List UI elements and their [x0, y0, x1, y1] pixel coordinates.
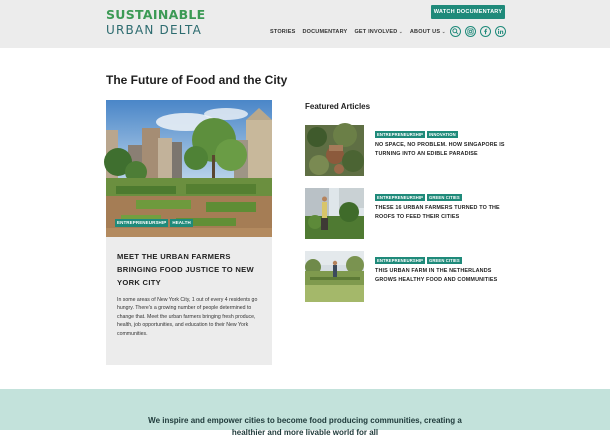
main-article-headline[interactable]: MEET THE URBAN FARMERS BRINGING FOOD JUSTICE TO NEW YORK CITY [117, 252, 254, 287]
main-article-excerpt: In some areas of New York City, 1 out of every 4 residents go hungry. There's a growing number of people determined to change that. Meet the urban farmers bringing fresh produce, health, job opportunities, and education to their New York communities. [117, 297, 258, 337]
social-icons [450, 26, 510, 37]
chevron-down-icon: ⌄ [441, 29, 446, 34]
mission-statement-line2: healthier and more livable world for all [231, 428, 379, 437]
mission-banner [0, 389, 610, 437]
instagram-icon[interactable] [465, 26, 476, 37]
tag-badge[interactable]: ENTREPRENEURSHIP [377, 132, 424, 137]
article-tags [375, 194, 464, 201]
tag-badge[interactable]: INNOVATION [429, 132, 456, 137]
page-title: The Future of Food and the City [106, 73, 288, 87]
logo-line1: SUSTAINABLE [106, 7, 206, 22]
article-title[interactable]: THIS URBAN FARM IN THE NETHERLANDS GROWS HEALTHY FOOD AND COMMUNITIES [375, 268, 498, 283]
linkedin-icon[interactable] [495, 26, 506, 37]
tag-badge[interactable]: GREEN CITIES [429, 258, 460, 263]
tag-badge[interactable]: ENTREPRENEURSHIP [377, 195, 424, 200]
facebook-icon[interactable] [480, 26, 491, 37]
search-icon[interactable] [450, 26, 461, 37]
article-thumbnail[interactable] [305, 125, 364, 176]
mission-statement: We inspire and empower cities to become food producing communities, creating a [148, 416, 462, 425]
article-tags [375, 131, 460, 138]
site-header [0, 0, 610, 48]
main-article-image[interactable] [106, 100, 272, 237]
tag-badge[interactable]: ENTREPRENEURSHIP [377, 258, 424, 263]
tag-badge[interactable]: ENTREPRENEURSHIP [117, 220, 167, 225]
article-title[interactable]: THESE 16 URBAN FARMERS TURNED TO THE ROOFS TO FEED THEIR CITIES [375, 205, 500, 220]
logo-line2: URBAN DELTA [106, 22, 203, 37]
nav-get-involved[interactable]: GET INVOLVED ⌄ [354, 29, 403, 35]
featured-articles-heading: Featured Articles [305, 102, 371, 111]
nav-stories[interactable]: STORIES [270, 29, 296, 35]
site-logo[interactable] [106, 9, 206, 36]
article-thumbnail[interactable] [305, 188, 364, 239]
chevron-down-icon: ⌄ [398, 29, 403, 34]
main-article-card[interactable] [106, 100, 272, 365]
article-title[interactable]: NO SPACE, NO PROBLEM. HOW SINGAPORE IS TURNING INTO AN EDIBLE PARADISE [375, 142, 505, 157]
article-tags [375, 257, 464, 264]
nav-documentary[interactable]: DOCUMENTARY [302, 29, 348, 35]
featured-article[interactable] [305, 251, 505, 303]
main-article-tags [115, 219, 195, 227]
featured-article[interactable] [305, 188, 505, 240]
main-nav [270, 29, 453, 35]
featured-article[interactable] [305, 125, 505, 177]
watch-documentary-button[interactable]: WATCH DOCUMENTARY [431, 5, 505, 19]
article-thumbnail[interactable] [305, 251, 364, 302]
tag-badge[interactable]: HEALTH [172, 220, 191, 225]
nav-about-us[interactable]: ABOUT US ⌄ [409, 29, 446, 35]
tag-badge[interactable]: GREEN CITIES [429, 195, 460, 200]
